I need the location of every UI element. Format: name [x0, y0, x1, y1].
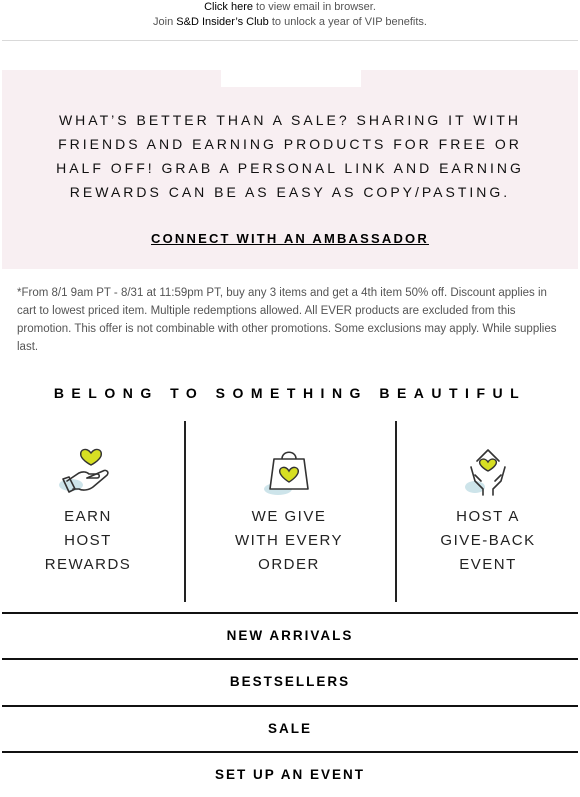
insider-club-line [0, 15, 580, 30]
click-here-link[interactable]: Click here [204, 1, 253, 13]
belong-heading: BELONG TO SOMETHING BEAUTIFUL [53, 385, 527, 401]
feature-line: WE GIVE [251, 508, 327, 525]
feature-divider [395, 421, 397, 602]
view-in-browser-line [0, 0, 580, 15]
heart-shopping-bag-icon [254, 445, 324, 497]
nav-bestsellers[interactable] [2, 658, 578, 704]
feature-line: HOST A [456, 508, 520, 525]
feature-line: EARN [64, 508, 112, 525]
feature-line: WITH EVERY [234, 532, 344, 549]
nav-new-arrivals[interactable] [2, 612, 578, 658]
view-in-browser-text: to view email in browser. [253, 1, 376, 13]
feature-line: HOST [64, 532, 112, 549]
top-divider [2, 40, 578, 41]
feature-line: ORDER [258, 556, 320, 573]
heart-in-hand-icon [53, 445, 123, 497]
banner-tab [221, 70, 361, 87]
nav-set-up-event[interactable] [2, 751, 578, 797]
nav-label: NEW ARRIVALS [226, 628, 354, 643]
promo-banner [2, 70, 578, 269]
disclaimer-text: *From 8/1 9am PT - 8/31 at 11:59pm PT, buy any 3 items and get a 4th item 50% off. Discount applies in cart to lowest priced item. Multiple redemptions allowed. All EVER products are excluded from this promotion. This offer is not combinable with other promotions. Some exclusions may apply. While supplies last. [17, 287, 557, 353]
feature-line: EVENT [459, 556, 517, 573]
feature-earn-rewards [0, 445, 178, 577]
top-bar [0, 0, 580, 38]
vip-benefits-text: to unlock a year of VIP benefits. [268, 16, 427, 28]
join-text: Join [153, 16, 177, 28]
insider-club-link[interactable]: S&D Insider’s Club [176, 16, 269, 28]
nav-label: BESTSELLERS [229, 674, 351, 689]
feature-host-event [398, 445, 578, 577]
promo-text: WHAT’S BETTER THAN A SALE? SHARING IT WITH FRIENDS AND EARNING PRODUCTS FOR FREE OR HALF OFF! GRAB A PERSONAL LINK AND EARNING REWARDS CAN BE AS EASY AS COPY/PASTING. [56, 112, 524, 200]
nav-sale[interactable] [2, 705, 578, 751]
house-hands-heart-icon [453, 445, 523, 497]
nav-label: SALE [267, 721, 312, 736]
feature-line: GIVE-BACK [440, 532, 536, 549]
feature-we-give [199, 445, 379, 577]
connect-ambassador-link[interactable]: CONNECT WITH AN AMBASSADOR [151, 231, 429, 246]
nav-label: SET UP AN EVENT [214, 767, 366, 782]
feature-divider [184, 421, 186, 602]
feature-line: REWARDS [44, 556, 132, 573]
